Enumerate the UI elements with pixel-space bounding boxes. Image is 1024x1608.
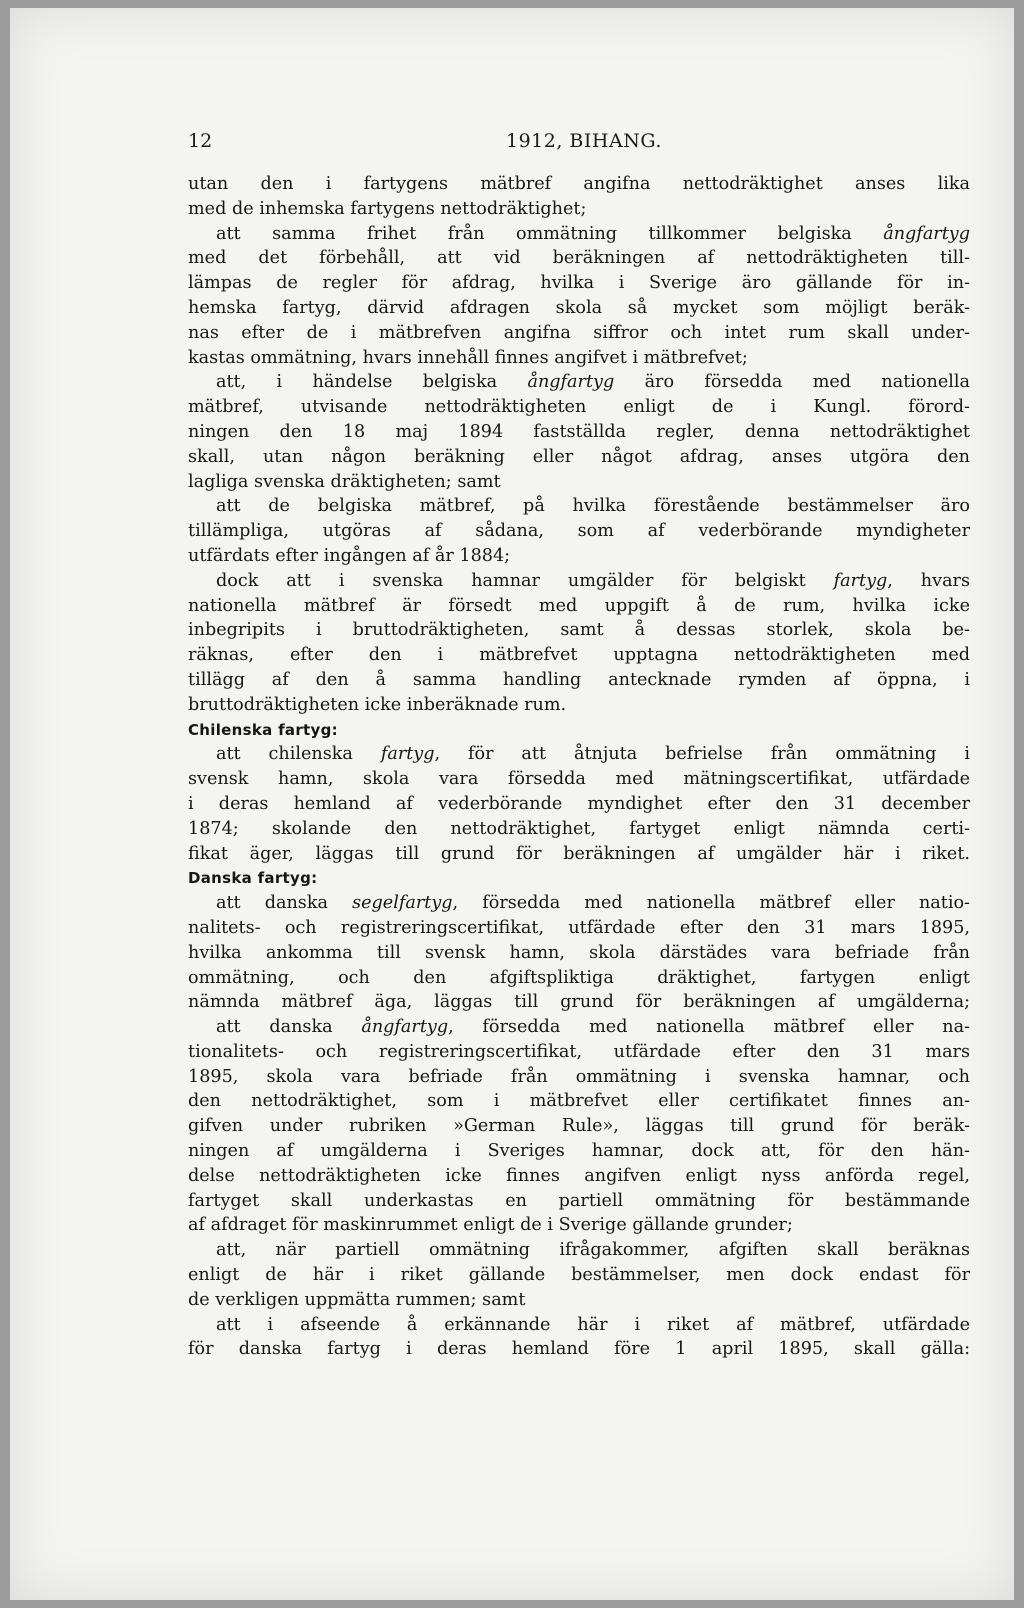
text-line: [188, 197, 970, 222]
text-line: [188, 1065, 970, 1090]
text-line: [188, 1164, 970, 1189]
text-line: [188, 842, 970, 867]
text-line: [188, 817, 970, 842]
line-text: ningen den 18 maj 1894 fastställda regler, denna nettodräktighet: [188, 421, 970, 442]
line-text: , för att åtnjuta befrielse från ommätning i: [434, 744, 970, 765]
italic-term: segelfartyg: [352, 893, 453, 914]
text-line: [188, 767, 970, 792]
line-text: tillämpliga, utgöras af sådana, som af vederbörande myndigheter: [188, 521, 970, 542]
line-text: kastas ommätning, hvars innehåll finnes angifvet i mätbrefvet;: [188, 347, 748, 368]
page-number: 12: [188, 130, 213, 152]
line-text: att, när partiell ommätning ifrågakommer, afgiften skall beräknas: [216, 1240, 970, 1261]
line-text: af afdraget för maskinrummet enligt de i Sverige gällande grunder;: [188, 1215, 793, 1236]
line-text: dock att i svenska hamnar umgälder för belgiskt: [216, 570, 834, 591]
line-text: svensk hamn, skola vara försedda med mätningscertifikat, utfärdade: [188, 769, 970, 790]
line-text: att danska: [216, 893, 353, 914]
line-text: för danska fartyg i deras hemland före 1 april 1895, skall gälla:: [188, 1339, 970, 1360]
body-text: [188, 172, 970, 1362]
line-text: enligt de här i riket gällande bestämmelser, men dock endast för: [188, 1265, 970, 1286]
line-text: utan den i fartygens mätbref angifna nettodräktighet anses lika: [188, 174, 970, 194]
italic-term: ångfartyg: [527, 372, 615, 393]
text-line: [188, 569, 970, 594]
line-text: lagliga svenska dräktigheten; samt: [188, 471, 501, 492]
line-text: utfärdats efter ingången af år 1884;: [188, 545, 511, 566]
text-line: [188, 1213, 970, 1238]
line-text: den nettodräktighet, som i mätbrefvet eller certifikatet finnes an-: [188, 1091, 970, 1112]
line-text: gifven under rubriken »German Rule», läggas till grund för beräk-: [188, 1116, 970, 1137]
text-line: [188, 792, 970, 817]
line-text: nämnda mätbref äga, läggas till grund för beräkningen af umgälderna;: [188, 992, 970, 1013]
text-line: [188, 544, 970, 569]
line-text: hvilka ankomma till svensk hamn, skola därstädes vara befriade från: [188, 942, 970, 963]
text-line: [188, 966, 970, 991]
section-heading: [188, 718, 970, 743]
italic-term: fartyg: [380, 744, 435, 765]
text-line: [188, 271, 970, 296]
text-line: [188, 1139, 970, 1164]
line-text: ningen af umgälderna i Sveriges hamnar, dock att, för den hän-: [188, 1141, 970, 1162]
line-text: skall, utan någon beräkning eller något afdrag, anses utgöra den: [188, 446, 970, 467]
line-text: att samma frihet från ommätning tillkommer belgiska: [216, 223, 884, 244]
line-text: ommätning, och den afgiftspliktiga dräktighet, fartygen enligt: [188, 967, 970, 988]
line-text: 1895, skola vara befriade från ommätning i svenska hamnar, och: [188, 1066, 970, 1087]
text-line: [188, 172, 970, 197]
text-line: [188, 1040, 970, 1065]
text-line: [188, 1114, 970, 1139]
line-text: hemska fartyg, därvid afdragen skola så mycket som möjligt beräk-: [188, 297, 970, 318]
line-text: räknas, efter den i mätbrefvet upptagna nettodräktigheten med: [188, 645, 970, 666]
line-text: 1874; skolande den nettodräktighet, fartyget enligt nämnda certi-: [188, 818, 970, 839]
text-line: [188, 494, 970, 519]
line-text: tillägg af den å samma handling antecknade rymden af öppna, i: [188, 669, 970, 690]
line-text: inbegripits i bruttodräktigheten, samt å dessas storlek, skola be-: [188, 620, 970, 641]
text-line: [188, 395, 970, 420]
italic-term: ångfartyg: [361, 1017, 449, 1038]
line-text: fikat äger, läggas till grund för beräkningen af umgälder här i riket.: [188, 843, 970, 864]
text-line: [188, 1015, 970, 1040]
text-line: [188, 1313, 970, 1338]
text-line: [188, 519, 970, 544]
line-text: fartyget skall underkastas en partiell ommätning för bestämmande: [188, 1190, 970, 1211]
line-text: de verkligen uppmätta rummen; samt: [188, 1289, 526, 1310]
text-line: [188, 1337, 970, 1362]
running-title: 1912, BIHANG.: [506, 130, 662, 152]
line-text: delse nettodräktigheten icke finnes angifven enligt nyss anförda regel,: [188, 1165, 970, 1186]
line-text: Chilenska fartyg:: [188, 720, 338, 739]
line-text: , försedda med nationella mätbref eller na-: [448, 1017, 970, 1038]
line-text: , försedda med nationella mätbref eller natio-: [452, 893, 971, 914]
text-line: [188, 643, 970, 668]
text-line: [188, 321, 970, 346]
text-line: [188, 246, 970, 271]
line-text: att de belgiska mätbref, på hvilka förestående bestämmelser äro: [216, 496, 970, 517]
line-text: att, i händelse belgiska: [216, 372, 528, 393]
book-page: [10, 8, 1014, 1600]
section-heading: [188, 866, 970, 891]
line-text: nas efter de i mätbrefven angifna siffror och intet rum skall under-: [188, 322, 970, 343]
text-line: [188, 594, 970, 619]
line-text: bruttodräktigheten icke inberäknade rum.: [188, 694, 567, 715]
line-text: att danska: [216, 1017, 362, 1038]
text-line: [188, 941, 970, 966]
text-line: [188, 916, 970, 941]
text-line: [188, 296, 970, 321]
text-line: [188, 693, 970, 718]
text-line: [188, 370, 970, 395]
text-line: [188, 668, 970, 693]
text-line: [188, 1089, 970, 1114]
italic-term: fartyg: [833, 570, 888, 591]
text-line: [188, 891, 970, 916]
line-text: mätbref, utvisande nettodräktigheten enligt de i Kungl. förord-: [188, 397, 970, 418]
line-text: äro försedda med nationella: [614, 372, 970, 393]
text-line: [188, 346, 970, 371]
text-line: [188, 618, 970, 643]
text-line: [188, 1288, 970, 1313]
line-text: med de inhemska fartygens nettodräktighet;: [188, 198, 587, 219]
line-text: , hvars: [887, 570, 970, 591]
line-text: tionalitets- och registreringscertifikat, utfärdade efter den 31 mars: [188, 1041, 970, 1062]
text-line: [188, 445, 970, 470]
page-header: [188, 126, 968, 156]
line-text: med det förbehåll, att vid beräkningen af nettodräktigheten till-: [188, 248, 970, 269]
italic-term: ångfartyg: [883, 223, 970, 244]
line-text: Danska fartyg:: [188, 869, 318, 888]
text-line: [188, 222, 970, 247]
text-line: [188, 420, 970, 445]
line-text: nalitets- och registreringscertifikat, utfärdade efter den 31 mars 1895,: [188, 917, 970, 938]
line-text: nationella mätbref är försedt med uppgift å de rum, hvilka icke: [188, 595, 970, 616]
line-text: att chilenska: [216, 744, 381, 765]
text-line: [188, 1189, 970, 1214]
line-text: lämpas de regler för afdrag, hvilka i Sverige äro gällande för in-: [188, 273, 970, 294]
line-text: att i afseende å erkännande här i riket af mätbref, utfärdade: [216, 1314, 970, 1335]
text-line: [188, 990, 970, 1015]
text-line: [188, 470, 970, 495]
line-text: i deras hemland af vederbörande myndighet efter den 31 december: [188, 793, 970, 814]
text-line: [188, 742, 970, 767]
text-line: [188, 1238, 970, 1263]
text-line: [188, 1263, 970, 1288]
